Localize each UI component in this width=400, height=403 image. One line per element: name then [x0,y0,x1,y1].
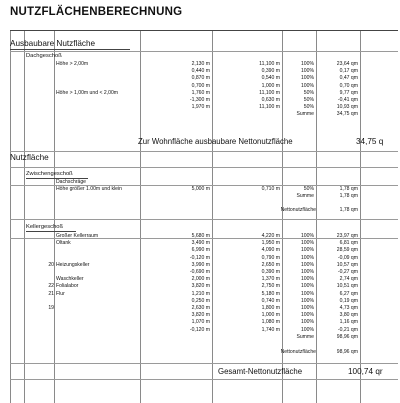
table-row [10,83,398,90]
table-cell: 0,700 m [191,82,210,89]
summe-value: 34,75 qm [336,111,358,118]
summe-value: 98,96 qm [336,334,358,340]
table-row [10,291,398,298]
table-cell: 23,64 qm [336,61,358,67]
table-cell: 100% [300,276,314,283]
table-cell: Großer Kellerraum [56,233,99,239]
table-row [10,276,398,283]
table-cell: 100% [300,254,314,261]
table-cell: 19 [48,305,54,311]
table-cell: 1,000 m [261,82,280,89]
table-cell: -0,41 qm [337,97,358,103]
table-row [10,319,398,326]
wohnflaeche-value: 34,75 q [356,137,384,146]
table-cell: 0,70 qm [339,82,358,89]
table-cell: 1,800 m [261,305,280,311]
table-cell: 21 [48,290,54,297]
table-cell: 50% [303,104,314,111]
table-row [10,61,398,68]
table-cell: 100% [300,247,314,254]
table-cell: 3,490 m [191,240,210,247]
table-cell: 5,180 m [261,290,280,297]
table-cell: 2,650 m [261,261,280,268]
table-cell: -0,120 m [189,326,210,333]
table-cell: 5,680 m [191,233,210,239]
table-cell: -0,690 m [189,269,210,275]
table-cell: Höhe > 2,00m [56,61,89,67]
table-cell: -0,21 qm [337,326,358,333]
table-row [10,255,398,262]
table-cell: 2,630 m [191,305,210,311]
table-cell: 0,740 m [261,297,280,304]
table-cell: 2,000 m [191,276,210,283]
table-cell: 4,220 m [261,233,280,239]
table-cell: 2,130 m [191,61,210,67]
table-cell: Waschkeller [56,276,84,283]
wohnflaeche-label: Zur Wohnfläche ausbaubare Nettonutzfläche [138,137,293,146]
row-rule [10,363,398,364]
table-cell: -0,09 qm [337,254,358,261]
table-cell: 0,870 m [191,75,210,82]
table-cell: 1,760 m [191,89,210,96]
table-cell: 0,540 m [261,75,280,82]
summe-row [10,111,398,118]
table-cell: 100% [300,283,314,290]
section-heading-ausbaubare: Ausbaubare Nutzfläche [10,39,130,50]
table-cell: 11,100 m [259,104,280,111]
row-rule [10,379,398,380]
table-cell: 1,210 m [191,290,210,297]
table-row [10,240,398,247]
summe-label: Summe [296,111,314,118]
table-row [10,97,398,104]
subsection-dachgeschoss: Dachgeschoß [26,53,62,59]
table-row [10,68,398,75]
table-cell: 100% [300,68,314,75]
table-cell: 100% [300,82,314,89]
table-cell: 100% [300,261,314,268]
netto-row [10,349,398,356]
table-cell: 100% [300,290,314,297]
table-row [10,186,398,193]
table-cell: 1,000 m [261,312,280,319]
table-cell: 0,790 m [261,254,280,261]
table-cell: 100% [300,61,314,67]
table-cell: 0,710 m [261,186,280,193]
calculation-sheet [10,30,398,403]
netto-value: 98,96 qm [336,349,358,355]
table-cell: 1,070 m [191,319,210,326]
table-cell: 9,77 qm [339,89,358,96]
table-cell: 6,27 qm [339,290,358,297]
table-cell: 4,73 qm [339,305,358,311]
table-row [10,75,398,82]
table-cell: 1,950 m [261,240,280,247]
table-cell: 0,440 m [191,68,210,75]
table-cell: 0,390 m [261,68,280,75]
summe-label: Summe [296,334,314,340]
table-row [10,312,398,319]
table-cell: Heizungskeller [56,261,90,268]
row-rule [10,167,398,168]
table-cell: 0,47 qm [339,75,358,82]
table-cell: 10,51 qm [336,283,358,290]
table-cell: 6,81 qm [339,240,358,247]
netto-label: Nettonutzfläche [280,207,316,213]
subsection-kellergeschoss: Kellergeschoß [26,224,76,232]
table-cell: -0,120 m [189,254,210,261]
row-rule [10,51,398,52]
table-cell: 0,250 m [191,297,210,304]
table-cell: -0,27 qm [337,269,358,275]
summe-row [10,193,398,200]
gesamt-nettonutzflaeche-label: Gesamt-Nettonutzfläche [218,367,303,376]
table-cell: 100% [300,233,314,239]
table-row [10,283,398,290]
table-row [10,298,398,305]
netto-value: 1,78 qm [339,207,358,213]
table-cell: 100% [300,297,314,304]
subsection-zwischengeschoss: Zwischengeschoß [26,171,88,179]
table-cell: Öltank [56,240,71,247]
table-cell: 100% [300,240,314,247]
table-cell: 100% [300,75,314,82]
table-cell: 3,80 qm [339,312,358,319]
table-cell: Höhe größer 1.00m und klein [56,186,122,193]
table-cell: 50% [303,97,314,103]
table-cell: 3,820 m [191,312,210,319]
gesamt-nettonutzflaeche-value: 100,74 qr [348,367,383,376]
table-cell: -1,300 m [189,97,210,103]
table-cell: 50% [303,186,314,193]
row-rule [10,219,398,220]
table-cell: 100% [300,305,314,311]
summe-label: Summe [296,193,314,200]
table-cell: 1,16 qm [339,319,358,326]
table-row [10,90,398,97]
table-cell: 5,000 m [191,186,210,193]
table-cell: 0,390 m [261,269,280,275]
summe-row [10,334,398,341]
table-cell: 10,57 qm [336,261,358,268]
netto-label: Nettonutzfläche [280,349,316,355]
table-cell: 22 [48,283,54,290]
section-heading-nutzflaeche: Nutzfläche [10,153,49,162]
table-cell: 10,93 qm [336,104,358,111]
table-cell: Folialabor [56,283,79,290]
table-cell: 1,970 m [191,104,210,111]
table-cell: 1,78 qm [339,186,358,193]
summe-value: 1,78 qm [339,193,358,200]
table-cell: 100% [300,269,314,275]
table-cell: 23,97 qm [336,233,358,239]
table-row [10,305,398,312]
table-row [10,179,398,186]
table-cell: Höhe > 1,00m und < 2,00m [56,89,119,96]
table-cell: 0,17 qm [339,68,358,75]
table-row [10,247,398,254]
table-cell: 2,74 qm [339,276,358,283]
table-cell: 11,100 m [259,89,280,96]
table-row [10,104,398,111]
document-title: NUTZFLÄCHENBERECHNUNG [10,6,183,18]
netto-row [10,207,398,214]
table-cell: 1,370 m [261,276,280,283]
table-cell: 3,990 m [191,261,210,268]
table-cell: 0,19 qm [339,297,358,304]
table-row [10,262,398,269]
table-cell: 100% [300,319,314,326]
table-cell: 50% [303,89,314,96]
table-cell: 1,080 m [261,319,280,326]
table-cell: 100% [300,312,314,319]
table-cell: 1,740 m [261,326,280,333]
table-cell: 0,630 m [261,97,280,103]
table-cell: 3,820 m [191,283,210,290]
row-rule [10,151,398,152]
table-cell: 11,100 m [259,61,280,67]
table-row [10,269,398,276]
table-cell: Dachschräge [56,179,87,185]
table-cell: 6,990 m [191,247,210,254]
table-cell: 4,090 m [261,247,280,254]
table-cell: 2,750 m [261,283,280,290]
table-cell: 28,59 qm [336,247,358,254]
table-cell: Flur [56,290,65,297]
table-cell: 20 [48,261,54,268]
table-row [10,233,398,240]
table-row [10,327,398,334]
table-cell: 100% [300,326,314,333]
